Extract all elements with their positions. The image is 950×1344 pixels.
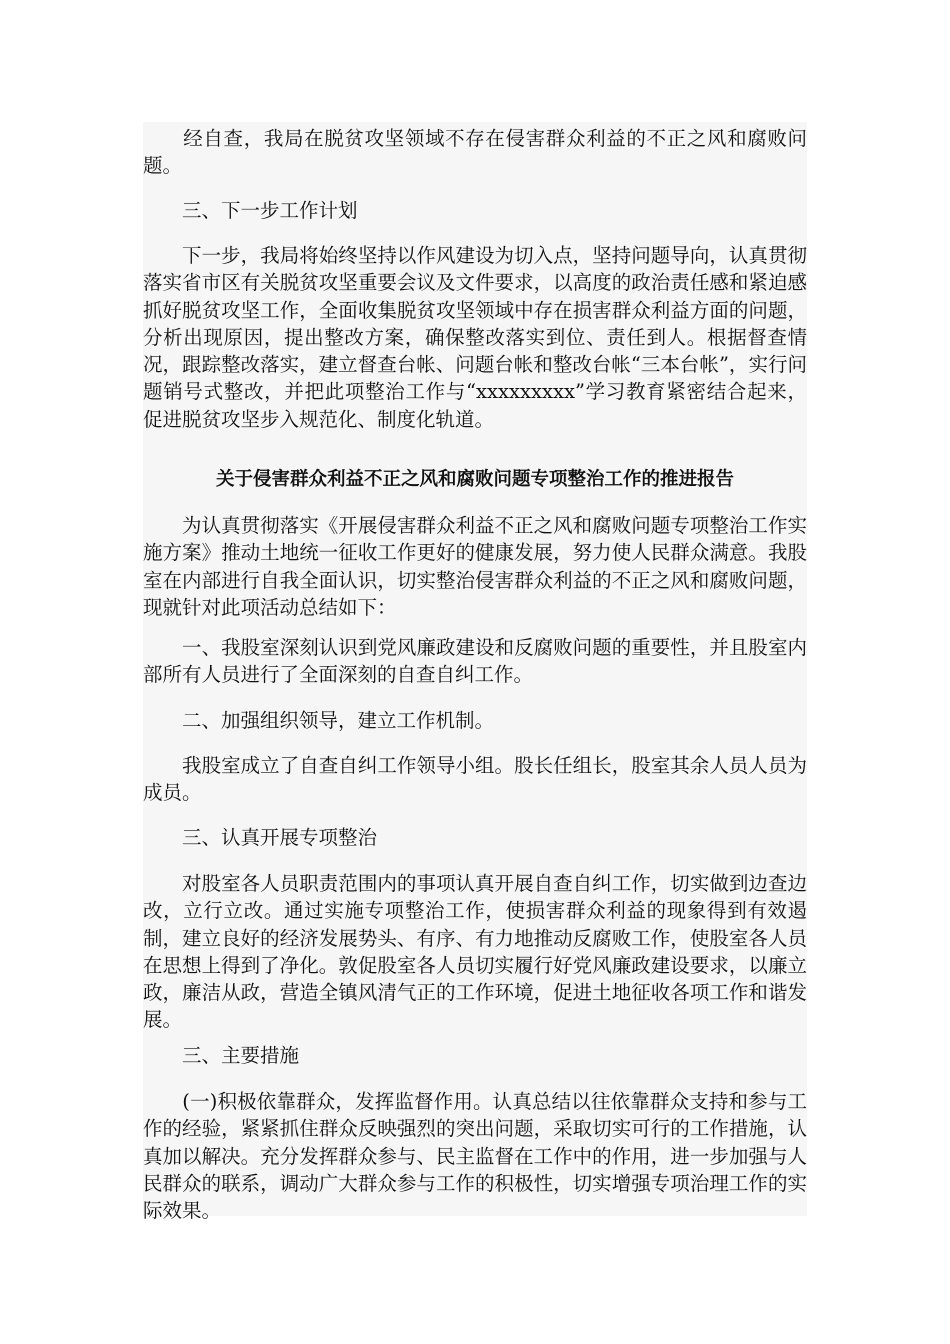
- paragraph-point-one: 一、我股室深刻认识到党风廉政建设和反腐败问题的重要性，并且股室内部所有人员进行了全面深刻的自查自纠工作。: [143, 636, 807, 687]
- section-heading-rectification: 三、认真开展专项整治: [143, 826, 378, 849]
- paragraph-next-steps: 下一步，我局将始终坚持以作风建设为切入点，坚持问题导向，认真贯彻落实省市区有关脱贫攻坚重要会议及文件要求，以高度的政治责任感和紧迫感抓好脱贫攻坚工作，全面收集脱贫攻坚领域中存在损害群众利益方面的问题，分析出现原因，提出整改方案，确保整改落实到位、责任到人。根据督查情况，跟踪整改落实，建立督查台帐、问题台帐和整改台帐“三本台帐”，实行问题销号式整改，并把此项整治工作与“xxxxxxxxx”学习教育紧密结合起来，促进脱贫攻坚步入规范化、制度化轨道。: [143, 244, 807, 431]
- paragraph-intro: 为认真贯彻落实《开展侵害群众利益不正之风和腐败问题专项整治工作实施方案》推动土地统一征收工作更好的健康发展，努力使人民群众满意。我股室在内部进行自我全面认识，切实整治侵害群众利益的不正之风和腐败问题，现就针对此项活动总结如下：: [143, 514, 807, 619]
- paragraph-measure-one: (一)积极依靠群众，发挥监督作用。认真总结以往依靠群众支持和参与工作的经验，紧紧抓住群众反映强烈的突出问题，采取切实可行的工作措施，认真加以解决。充分发挥群众参与、民主监督在工作中的作用，进一步加强与人民群众的联系，调动广大群众参与工作的积极性，切实增强专项治理工作的实际效果。: [143, 1090, 807, 1223]
- paragraph-rectification: 对股室各人员职责范围内的事项认真开展自查自纠工作，切实做到边查边改，立行立改。通过实施专项整治工作，使损害群众利益的现象得到有效遏制，建立良好的经济发展势头、有序、有力地推动反腐败工作，使股室各人员在思想上得到了净化。敦促股室各人员切实履行好党风廉政建设要求，以廉立政，廉洁从政，营造全镇风清气正的工作环境，促进土地征收各项工作和谐发展。: [143, 872, 807, 1032]
- paragraph-organization: 我股室成立了自查自纠工作领导小组。股长任组长，股室其余人员人员为成员。: [143, 754, 807, 805]
- section-heading-next-steps: 三、下一步工作计划: [143, 199, 358, 222]
- document-title: 关于侵害群众利益不正之风和腐败问题专项整治工作的推进报告: [215, 469, 734, 490]
- paragraph-self-check: 经自查，我局在脱贫攻坚领域不存在侵害群众利益的不正之风和腐败问题。: [143, 127, 807, 178]
- section-heading-measures: 三、主要措施: [143, 1044, 300, 1067]
- section-heading-organization: 二、加强组织领导，建立工作机制。: [143, 709, 495, 732]
